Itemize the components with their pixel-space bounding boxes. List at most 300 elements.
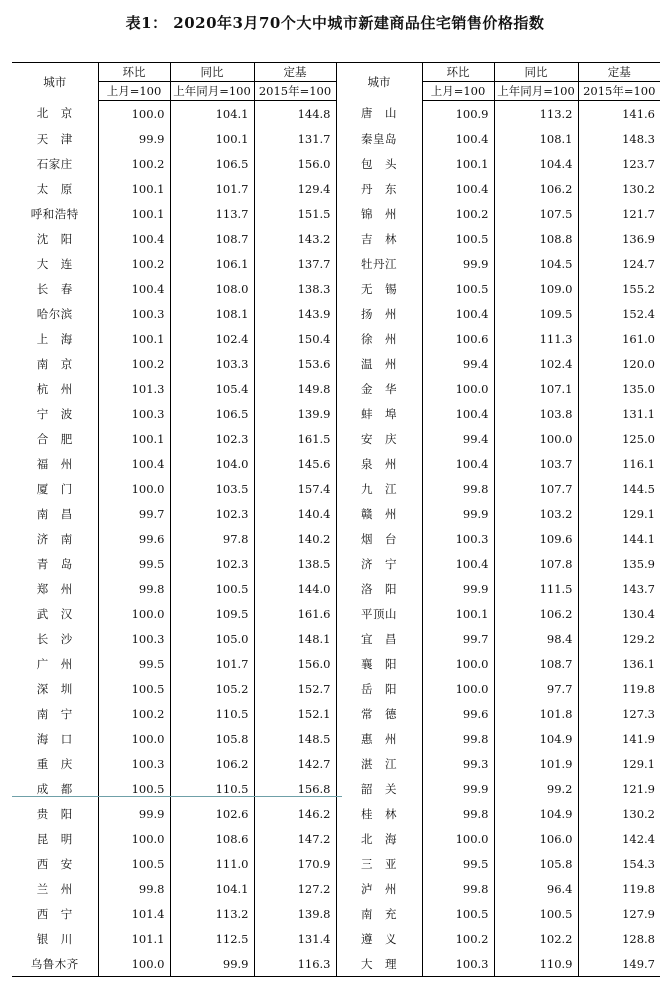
yoy-cell: 113.7 bbox=[170, 201, 254, 226]
city-cell: 九 江 bbox=[336, 476, 422, 501]
mom-cell: 100.0 bbox=[422, 826, 494, 851]
mom-cell: 100.5 bbox=[98, 851, 170, 876]
city-cell: 广 州 bbox=[36, 656, 73, 671]
mom-cell: 99.5 bbox=[422, 851, 494, 876]
price-index-table bbox=[12, 62, 660, 977]
yoy-cell: 108.7 bbox=[170, 226, 254, 251]
mom-cell: 100.3 bbox=[98, 301, 170, 326]
yoy-cell: 107.1 bbox=[494, 376, 578, 401]
mom-cell: 100.4 bbox=[422, 176, 494, 201]
table-row bbox=[12, 101, 660, 127]
city-cell: 丹 东 bbox=[336, 176, 422, 201]
city-cell: 赣 州 bbox=[336, 501, 422, 526]
table-row bbox=[12, 926, 660, 951]
mom-cell: 100.1 bbox=[98, 201, 170, 226]
fixed-cell: 128.8 bbox=[578, 926, 660, 951]
mom-cell: 99.8 bbox=[422, 876, 494, 901]
mom-cell: 99.9 bbox=[422, 576, 494, 601]
yoy-cell: 104.9 bbox=[494, 726, 578, 751]
yoy-cell: 102.4 bbox=[170, 326, 254, 351]
table-row bbox=[12, 476, 660, 501]
mom-cell: 99.4 bbox=[422, 351, 494, 376]
fixed-cell: 151.5 bbox=[254, 201, 336, 226]
city-cell: 海 口 bbox=[36, 731, 73, 746]
mom-cell: 100.3 bbox=[98, 401, 170, 426]
mom-cell: 99.9 bbox=[422, 251, 494, 276]
mom-cell: 100.3 bbox=[422, 526, 494, 551]
fixed-cell: 144.0 bbox=[254, 576, 336, 601]
fixed-cell: 147.2 bbox=[254, 826, 336, 851]
fixed-cell: 123.7 bbox=[578, 151, 660, 176]
city-cell: 南 宁 bbox=[36, 706, 73, 721]
header-yoy-right: 同比 bbox=[494, 63, 578, 82]
city-cell: 呼和浩特 bbox=[30, 206, 79, 221]
city-cell: 银 川 bbox=[36, 931, 73, 946]
yoy-cell: 106.2 bbox=[494, 601, 578, 626]
yoy-cell: 106.1 bbox=[170, 251, 254, 276]
yoy-cell: 113.2 bbox=[494, 101, 578, 127]
yoy-cell: 108.1 bbox=[170, 301, 254, 326]
table-row bbox=[12, 651, 660, 676]
mom-cell: 100.4 bbox=[422, 401, 494, 426]
fixed-cell: 119.8 bbox=[578, 876, 660, 901]
city-cell: 厦 门 bbox=[36, 481, 73, 496]
yoy-cell: 102.3 bbox=[170, 501, 254, 526]
fixed-cell: 137.7 bbox=[254, 251, 336, 276]
table-row bbox=[12, 401, 660, 426]
fixed-cell: 143.9 bbox=[254, 301, 336, 326]
fixed-cell: 152.1 bbox=[254, 701, 336, 726]
fixed-cell: 161.0 bbox=[578, 326, 660, 351]
header-mom-left: 环比 bbox=[98, 63, 170, 82]
yoy-cell: 109.5 bbox=[170, 601, 254, 626]
yoy-cell: 108.7 bbox=[494, 651, 578, 676]
city-cell: 重 庆 bbox=[36, 756, 73, 771]
header-fixed-base-right: 2015年=100 bbox=[578, 82, 660, 101]
table-row bbox=[12, 376, 660, 401]
mom-cell: 100.1 bbox=[98, 176, 170, 201]
fixed-cell: 144.1 bbox=[578, 526, 660, 551]
city-cell: 成 都 bbox=[36, 781, 73, 796]
city-cell: 锦 州 bbox=[336, 201, 422, 226]
mom-cell: 100.5 bbox=[422, 276, 494, 301]
mom-cell: 100.2 bbox=[98, 151, 170, 176]
mom-cell: 100.0 bbox=[98, 951, 170, 977]
yoy-cell: 104.0 bbox=[170, 451, 254, 476]
fixed-cell: 146.2 bbox=[254, 801, 336, 826]
city-cell: 杭 州 bbox=[36, 381, 73, 396]
header-city-left: 城市 bbox=[12, 63, 98, 101]
table-row bbox=[12, 226, 660, 251]
yoy-cell: 101.8 bbox=[494, 701, 578, 726]
yoy-cell: 101.7 bbox=[170, 651, 254, 676]
city-cell: 哈尔滨 bbox=[36, 306, 73, 321]
fixed-cell: 153.6 bbox=[254, 351, 336, 376]
fixed-cell: 156.8 bbox=[254, 776, 336, 801]
yoy-cell: 103.5 bbox=[170, 476, 254, 501]
mom-cell: 100.4 bbox=[98, 226, 170, 251]
table-row bbox=[12, 351, 660, 376]
fixed-cell: 130.2 bbox=[578, 801, 660, 826]
fixed-cell: 142.4 bbox=[578, 826, 660, 851]
table-row bbox=[12, 726, 660, 751]
yoy-cell: 106.5 bbox=[170, 401, 254, 426]
fixed-cell: 142.7 bbox=[254, 751, 336, 776]
yoy-cell: 103.8 bbox=[494, 401, 578, 426]
city-cell: 泉 州 bbox=[336, 451, 422, 476]
yoy-cell: 101.7 bbox=[170, 176, 254, 201]
city-cell: 福 州 bbox=[36, 456, 73, 471]
yoy-cell: 104.5 bbox=[494, 251, 578, 276]
yoy-cell: 102.6 bbox=[170, 801, 254, 826]
mom-cell: 100.0 bbox=[422, 676, 494, 701]
fixed-cell: 138.5 bbox=[254, 551, 336, 576]
mom-cell: 99.3 bbox=[422, 751, 494, 776]
yoy-cell: 102.2 bbox=[494, 926, 578, 951]
city-cell: 桂 林 bbox=[336, 801, 422, 826]
yoy-cell: 111.3 bbox=[494, 326, 578, 351]
fixed-cell: 124.7 bbox=[578, 251, 660, 276]
city-cell: 扬 州 bbox=[336, 301, 422, 326]
mom-cell: 99.8 bbox=[422, 476, 494, 501]
fixed-cell: 121.7 bbox=[578, 201, 660, 226]
yoy-cell: 108.8 bbox=[494, 226, 578, 251]
fixed-cell: 130.4 bbox=[578, 601, 660, 626]
fixed-cell: 149.7 bbox=[578, 951, 660, 977]
city-cell: 宜 昌 bbox=[336, 626, 422, 651]
mom-cell: 99.5 bbox=[98, 551, 170, 576]
fixed-cell: 125.0 bbox=[578, 426, 660, 451]
mom-cell: 99.5 bbox=[98, 651, 170, 676]
yoy-cell: 109.5 bbox=[494, 301, 578, 326]
yoy-cell: 109.0 bbox=[494, 276, 578, 301]
fixed-cell: 129.1 bbox=[578, 501, 660, 526]
mom-cell: 100.2 bbox=[98, 251, 170, 276]
fixed-cell: 116.1 bbox=[578, 451, 660, 476]
city-cell: 徐 州 bbox=[336, 326, 422, 351]
mom-cell: 100.2 bbox=[98, 351, 170, 376]
mom-cell: 99.6 bbox=[422, 701, 494, 726]
yoy-cell: 105.8 bbox=[494, 851, 578, 876]
fixed-cell: 143.2 bbox=[254, 226, 336, 251]
city-cell: 北 京 bbox=[36, 106, 73, 121]
mom-cell: 100.0 bbox=[98, 826, 170, 851]
city-cell: 包 头 bbox=[336, 151, 422, 176]
city-cell: 金 华 bbox=[336, 376, 422, 401]
yoy-cell: 105.4 bbox=[170, 376, 254, 401]
fixed-cell: 116.3 bbox=[254, 951, 336, 977]
yoy-cell: 105.2 bbox=[170, 676, 254, 701]
table-row bbox=[12, 776, 660, 801]
city-cell: 西 宁 bbox=[36, 906, 73, 921]
fixed-cell: 161.5 bbox=[254, 426, 336, 451]
fixed-cell: 120.0 bbox=[578, 351, 660, 376]
table-row bbox=[12, 426, 660, 451]
fixed-cell: 135.9 bbox=[578, 551, 660, 576]
mom-cell: 100.1 bbox=[422, 151, 494, 176]
city-cell: 南 昌 bbox=[36, 506, 73, 521]
city-cell: 深 圳 bbox=[36, 681, 73, 696]
city-cell: 惠 州 bbox=[336, 726, 422, 751]
header-mom-base-left: 上月=100 bbox=[98, 82, 170, 101]
table-row bbox=[12, 501, 660, 526]
yoy-cell: 99.2 bbox=[494, 776, 578, 801]
city-cell: 韶 关 bbox=[336, 776, 422, 801]
mom-cell: 101.4 bbox=[98, 901, 170, 926]
mom-cell: 100.6 bbox=[422, 326, 494, 351]
fixed-cell: 139.9 bbox=[254, 401, 336, 426]
mom-cell: 100.3 bbox=[422, 951, 494, 977]
mom-cell: 100.1 bbox=[98, 326, 170, 351]
city-cell: 安 庆 bbox=[336, 426, 422, 451]
fixed-cell: 144.8 bbox=[254, 101, 336, 127]
mom-cell: 100.0 bbox=[98, 726, 170, 751]
fixed-cell: 131.4 bbox=[254, 926, 336, 951]
table-row bbox=[12, 576, 660, 601]
mom-cell: 100.2 bbox=[422, 926, 494, 951]
mom-cell: 99.7 bbox=[422, 626, 494, 651]
yoy-cell: 102.4 bbox=[494, 351, 578, 376]
mom-cell: 100.5 bbox=[98, 776, 170, 801]
table-row bbox=[12, 826, 660, 851]
fixed-cell: 156.0 bbox=[254, 151, 336, 176]
mom-cell: 101.3 bbox=[98, 376, 170, 401]
city-cell: 石家庄 bbox=[36, 156, 73, 171]
city-cell: 南 京 bbox=[36, 356, 73, 371]
mom-cell: 99.8 bbox=[422, 726, 494, 751]
mom-cell: 100.4 bbox=[98, 451, 170, 476]
table-row bbox=[12, 151, 660, 176]
mom-cell: 100.5 bbox=[422, 901, 494, 926]
header-yoy-base-left: 上年同月=100 bbox=[170, 82, 254, 101]
yoy-cell: 102.3 bbox=[170, 551, 254, 576]
fixed-cell: 157.4 bbox=[254, 476, 336, 501]
yoy-cell: 97.8 bbox=[170, 526, 254, 551]
city-cell: 青 岛 bbox=[36, 556, 73, 571]
header-yoy-left: 同比 bbox=[170, 63, 254, 82]
city-cell: 吉 林 bbox=[336, 226, 422, 251]
city-cell: 贵 阳 bbox=[36, 806, 73, 821]
table-row bbox=[12, 801, 660, 826]
mom-cell: 100.1 bbox=[98, 426, 170, 451]
yoy-cell: 103.7 bbox=[494, 451, 578, 476]
mom-cell: 99.6 bbox=[98, 526, 170, 551]
mom-cell: 100.4 bbox=[98, 276, 170, 301]
city-cell: 合 肥 bbox=[36, 431, 73, 446]
yoy-cell: 104.1 bbox=[170, 876, 254, 901]
fixed-cell: 152.7 bbox=[254, 676, 336, 701]
fixed-cell: 155.2 bbox=[578, 276, 660, 301]
city-cell: 蚌 埠 bbox=[336, 401, 422, 426]
mom-cell: 99.8 bbox=[98, 876, 170, 901]
mom-cell: 100.4 bbox=[422, 451, 494, 476]
table-row bbox=[12, 326, 660, 351]
yoy-cell: 113.2 bbox=[170, 901, 254, 926]
yoy-cell: 108.0 bbox=[170, 276, 254, 301]
yoy-cell: 104.1 bbox=[170, 101, 254, 127]
city-cell: 湛 江 bbox=[336, 751, 422, 776]
fixed-cell: 143.7 bbox=[578, 576, 660, 601]
city-cell: 三 亚 bbox=[336, 851, 422, 876]
table-row bbox=[12, 301, 660, 326]
fixed-cell: 141.6 bbox=[578, 101, 660, 127]
yoy-cell: 100.0 bbox=[494, 426, 578, 451]
yoy-cell: 110.5 bbox=[170, 701, 254, 726]
yoy-cell: 101.9 bbox=[494, 751, 578, 776]
table-title: 表1： 2020年3月70个大中城市新建商品住宅销售价格指数 bbox=[125, 14, 545, 32]
table-row bbox=[12, 251, 660, 276]
mom-cell: 100.0 bbox=[422, 651, 494, 676]
mom-cell: 100.5 bbox=[422, 226, 494, 251]
table-row bbox=[12, 551, 660, 576]
yoy-cell: 108.1 bbox=[494, 126, 578, 151]
mom-cell: 100.0 bbox=[422, 376, 494, 401]
mom-cell: 99.4 bbox=[422, 426, 494, 451]
fixed-cell: 170.9 bbox=[254, 851, 336, 876]
city-cell: 洛 阳 bbox=[336, 576, 422, 601]
mom-cell: 100.9 bbox=[422, 101, 494, 127]
mom-cell: 99.9 bbox=[422, 776, 494, 801]
table-row bbox=[12, 751, 660, 776]
city-cell: 唐 山 bbox=[336, 101, 422, 127]
yoy-cell: 106.5 bbox=[170, 151, 254, 176]
yoy-cell: 100.1 bbox=[170, 126, 254, 151]
fixed-cell: 161.6 bbox=[254, 601, 336, 626]
yoy-cell: 104.9 bbox=[494, 801, 578, 826]
city-cell: 温 州 bbox=[336, 351, 422, 376]
city-cell: 牡丹江 bbox=[336, 251, 422, 276]
table-row bbox=[12, 201, 660, 226]
fixed-cell: 149.8 bbox=[254, 376, 336, 401]
city-cell: 北 海 bbox=[336, 826, 422, 851]
fixed-cell: 148.3 bbox=[578, 126, 660, 151]
yoy-cell: 109.6 bbox=[494, 526, 578, 551]
mom-cell: 100.5 bbox=[98, 676, 170, 701]
city-cell: 秦皇岛 bbox=[336, 126, 422, 151]
city-cell: 无 锡 bbox=[336, 276, 422, 301]
mom-cell: 100.3 bbox=[98, 626, 170, 651]
city-cell: 襄 阳 bbox=[336, 651, 422, 676]
mom-cell: 100.4 bbox=[422, 551, 494, 576]
city-cell: 泸 州 bbox=[336, 876, 422, 901]
yoy-cell: 108.6 bbox=[170, 826, 254, 851]
fixed-cell: 138.3 bbox=[254, 276, 336, 301]
mom-cell: 100.2 bbox=[98, 701, 170, 726]
fixed-cell: 136.9 bbox=[578, 226, 660, 251]
yoy-cell: 97.7 bbox=[494, 676, 578, 701]
fixed-cell: 129.2 bbox=[578, 626, 660, 651]
mom-cell: 100.1 bbox=[422, 601, 494, 626]
mom-cell: 99.8 bbox=[98, 576, 170, 601]
fixed-cell: 156.0 bbox=[254, 651, 336, 676]
yoy-cell: 105.8 bbox=[170, 726, 254, 751]
yoy-cell: 106.2 bbox=[170, 751, 254, 776]
table-body bbox=[12, 101, 660, 977]
yoy-cell: 96.4 bbox=[494, 876, 578, 901]
row-highlight-line bbox=[12, 796, 342, 797]
table-row bbox=[12, 951, 660, 977]
fixed-cell: 136.1 bbox=[578, 651, 660, 676]
fixed-cell: 139.8 bbox=[254, 901, 336, 926]
city-cell: 西 安 bbox=[36, 856, 73, 871]
city-cell: 兰 州 bbox=[36, 881, 73, 896]
fixed-cell: 150.4 bbox=[254, 326, 336, 351]
mom-cell: 99.8 bbox=[422, 801, 494, 826]
fixed-cell: 140.4 bbox=[254, 501, 336, 526]
header-fixed-left: 定基 bbox=[254, 63, 336, 82]
fixed-cell: 129.1 bbox=[578, 751, 660, 776]
table-row bbox=[12, 451, 660, 476]
table-row bbox=[12, 526, 660, 551]
city-cell: 济 南 bbox=[36, 531, 73, 546]
city-cell: 济 宁 bbox=[336, 551, 422, 576]
fixed-cell: 127.3 bbox=[578, 701, 660, 726]
header-mom-right: 环比 bbox=[422, 63, 494, 82]
mom-cell: 100.0 bbox=[98, 101, 170, 127]
fixed-cell: 131.7 bbox=[254, 126, 336, 151]
table-row bbox=[12, 276, 660, 301]
mom-cell: 100.3 bbox=[98, 751, 170, 776]
city-cell: 常 德 bbox=[336, 701, 422, 726]
yoy-cell: 106.2 bbox=[494, 176, 578, 201]
header-fixed-base-left: 2015年=100 bbox=[254, 82, 336, 101]
city-cell: 大 连 bbox=[36, 256, 73, 271]
table-row bbox=[12, 626, 660, 651]
yoy-cell: 104.4 bbox=[494, 151, 578, 176]
table-row bbox=[12, 676, 660, 701]
fixed-cell: 127.9 bbox=[578, 901, 660, 926]
table-row bbox=[12, 851, 660, 876]
city-cell: 上 海 bbox=[36, 331, 73, 346]
fixed-cell: 148.1 bbox=[254, 626, 336, 651]
mom-cell: 101.1 bbox=[98, 926, 170, 951]
header-city-right: 城市 bbox=[336, 63, 422, 101]
city-cell: 遵 义 bbox=[336, 926, 422, 951]
mom-cell: 100.2 bbox=[422, 201, 494, 226]
yoy-cell: 112.5 bbox=[170, 926, 254, 951]
fixed-cell: 141.9 bbox=[578, 726, 660, 751]
header-mom-base-right: 上月=100 bbox=[422, 82, 494, 101]
yoy-cell: 98.4 bbox=[494, 626, 578, 651]
fixed-cell: 135.0 bbox=[578, 376, 660, 401]
table-row bbox=[12, 701, 660, 726]
table-row bbox=[12, 601, 660, 626]
fixed-cell: 152.4 bbox=[578, 301, 660, 326]
fixed-cell: 148.5 bbox=[254, 726, 336, 751]
city-cell: 昆 明 bbox=[36, 831, 73, 846]
header-fixed-right: 定基 bbox=[578, 63, 660, 82]
mom-cell: 100.4 bbox=[422, 126, 494, 151]
fixed-cell: 144.5 bbox=[578, 476, 660, 501]
fixed-cell: 131.1 bbox=[578, 401, 660, 426]
city-cell: 郑 州 bbox=[36, 581, 73, 596]
table-row bbox=[12, 126, 660, 151]
city-cell: 太 原 bbox=[36, 181, 73, 196]
city-cell: 南 充 bbox=[336, 901, 422, 926]
yoy-cell: 111.5 bbox=[494, 576, 578, 601]
mom-cell: 99.7 bbox=[98, 501, 170, 526]
header-yoy-base-right: 上年同月=100 bbox=[494, 82, 578, 101]
fixed-cell: 127.2 bbox=[254, 876, 336, 901]
mom-cell: 99.9 bbox=[422, 501, 494, 526]
city-cell: 武 汉 bbox=[36, 606, 73, 621]
fixed-cell: 119.8 bbox=[578, 676, 660, 701]
city-cell: 乌鲁木齐 bbox=[12, 951, 98, 977]
city-cell: 长 沙 bbox=[36, 631, 73, 646]
yoy-cell: 102.3 bbox=[170, 426, 254, 451]
table-row bbox=[12, 901, 660, 926]
city-cell: 宁 波 bbox=[36, 406, 73, 421]
